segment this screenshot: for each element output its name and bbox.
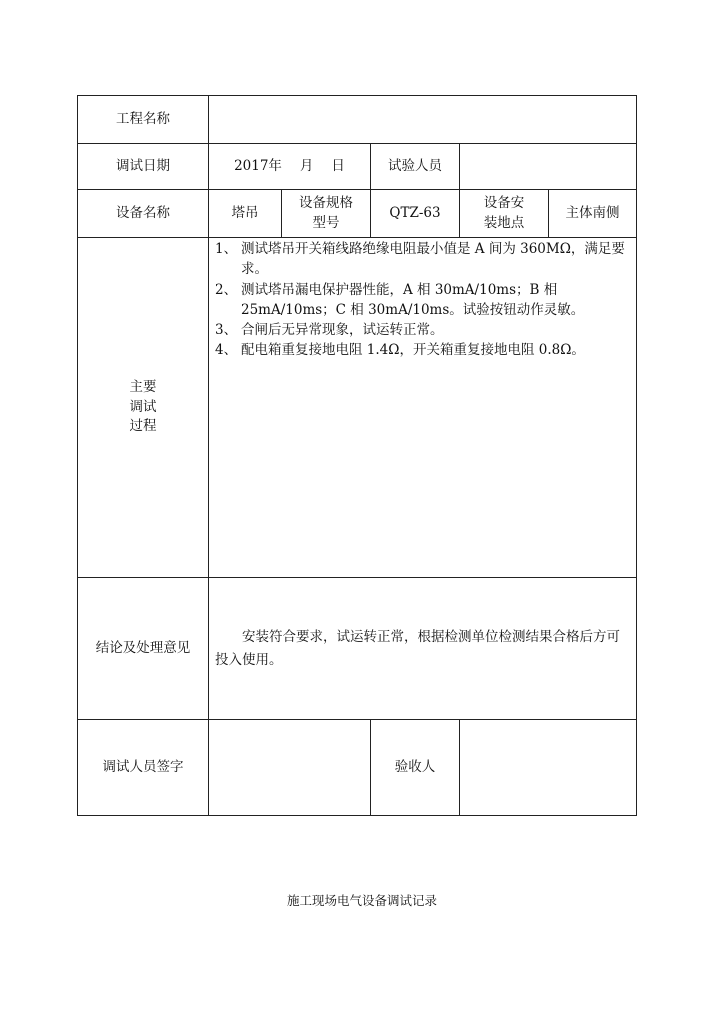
project-name-field[interactable] xyxy=(209,96,637,144)
process-item-text: 合闸后无异常现象，试运转正常。 xyxy=(241,322,444,338)
test-date-month-unit: 月 xyxy=(299,157,314,174)
process-label-line: 主要 xyxy=(129,379,157,396)
project-name-row xyxy=(78,96,637,144)
location-label xyxy=(460,190,549,238)
equipment-name-value: 塔吊 xyxy=(209,190,282,238)
conclusion-row xyxy=(78,578,637,720)
process-item-number: 4、 xyxy=(215,342,238,359)
signature-field[interactable] xyxy=(209,720,371,816)
process-content xyxy=(209,238,637,578)
signature-label: 调试人员签字 xyxy=(78,720,209,816)
footer-title: 施工现场电气设备调试记录 xyxy=(286,893,437,908)
location-value: 主体南侧 xyxy=(549,190,637,238)
process-label-line: 过程 xyxy=(129,418,157,435)
test-date-year-unit: 年 xyxy=(268,157,282,174)
signature-row xyxy=(78,720,637,816)
process-item xyxy=(215,239,630,280)
process-item-text: 测试塔吊漏电保护器性能，A 相 30mA/10ms；B 相 25mA/10ms；C 相 30mA/10ms。试验按钮动作灵敏。 xyxy=(241,281,585,318)
equipment-row xyxy=(78,190,637,238)
test-date-row xyxy=(78,144,637,190)
conclusion-label: 结论及处理意见 xyxy=(78,578,209,720)
spec-label-line: 型号 xyxy=(312,214,340,231)
process-item xyxy=(215,340,630,360)
project-name-label: 工程名称 xyxy=(78,96,209,144)
debug-record-table xyxy=(77,95,637,816)
process-label xyxy=(78,238,209,578)
process-row xyxy=(78,238,637,578)
process-item xyxy=(215,320,630,340)
test-date-day-unit: 日 xyxy=(331,157,345,174)
tester-label: 试验人员 xyxy=(371,144,460,190)
process-item-number: 1、 xyxy=(215,241,238,257)
acceptor-field[interactable] xyxy=(460,720,637,816)
process-item xyxy=(215,280,630,321)
process-label-line: 调试 xyxy=(129,398,157,415)
location-label-line: 设备安 xyxy=(483,194,525,211)
acceptor-label: 验收人 xyxy=(371,720,460,816)
process-item-text: 测试塔吊开关箱线路绝缘电阻最小值是 A 间为 360MΩ，满足要求。 xyxy=(241,241,625,278)
process-item-number: 3、 xyxy=(215,322,238,338)
test-date-year: 2017 xyxy=(234,157,269,174)
conclusion-text: 安装符合要求，试运转正常，根据检测单位检测结果合格后方可投入使用。 xyxy=(215,628,620,668)
conclusion-content xyxy=(209,578,637,720)
process-item-number: 2、 xyxy=(215,281,238,298)
test-date-label: 调试日期 xyxy=(78,144,209,190)
location-label-line: 装地点 xyxy=(483,214,525,231)
spec-value: QTZ-63 xyxy=(371,190,460,238)
equipment-name-label: 设备名称 xyxy=(78,190,209,238)
spec-label-line: 设备规格 xyxy=(299,194,353,211)
tester-field[interactable] xyxy=(460,144,637,190)
process-item-text: 配电箱重复接地电阻 1.4Ω，开关箱重复接地电阻 0.8Ω。 xyxy=(241,342,585,359)
test-date-field[interactable] xyxy=(209,144,371,190)
spec-label xyxy=(282,190,371,238)
